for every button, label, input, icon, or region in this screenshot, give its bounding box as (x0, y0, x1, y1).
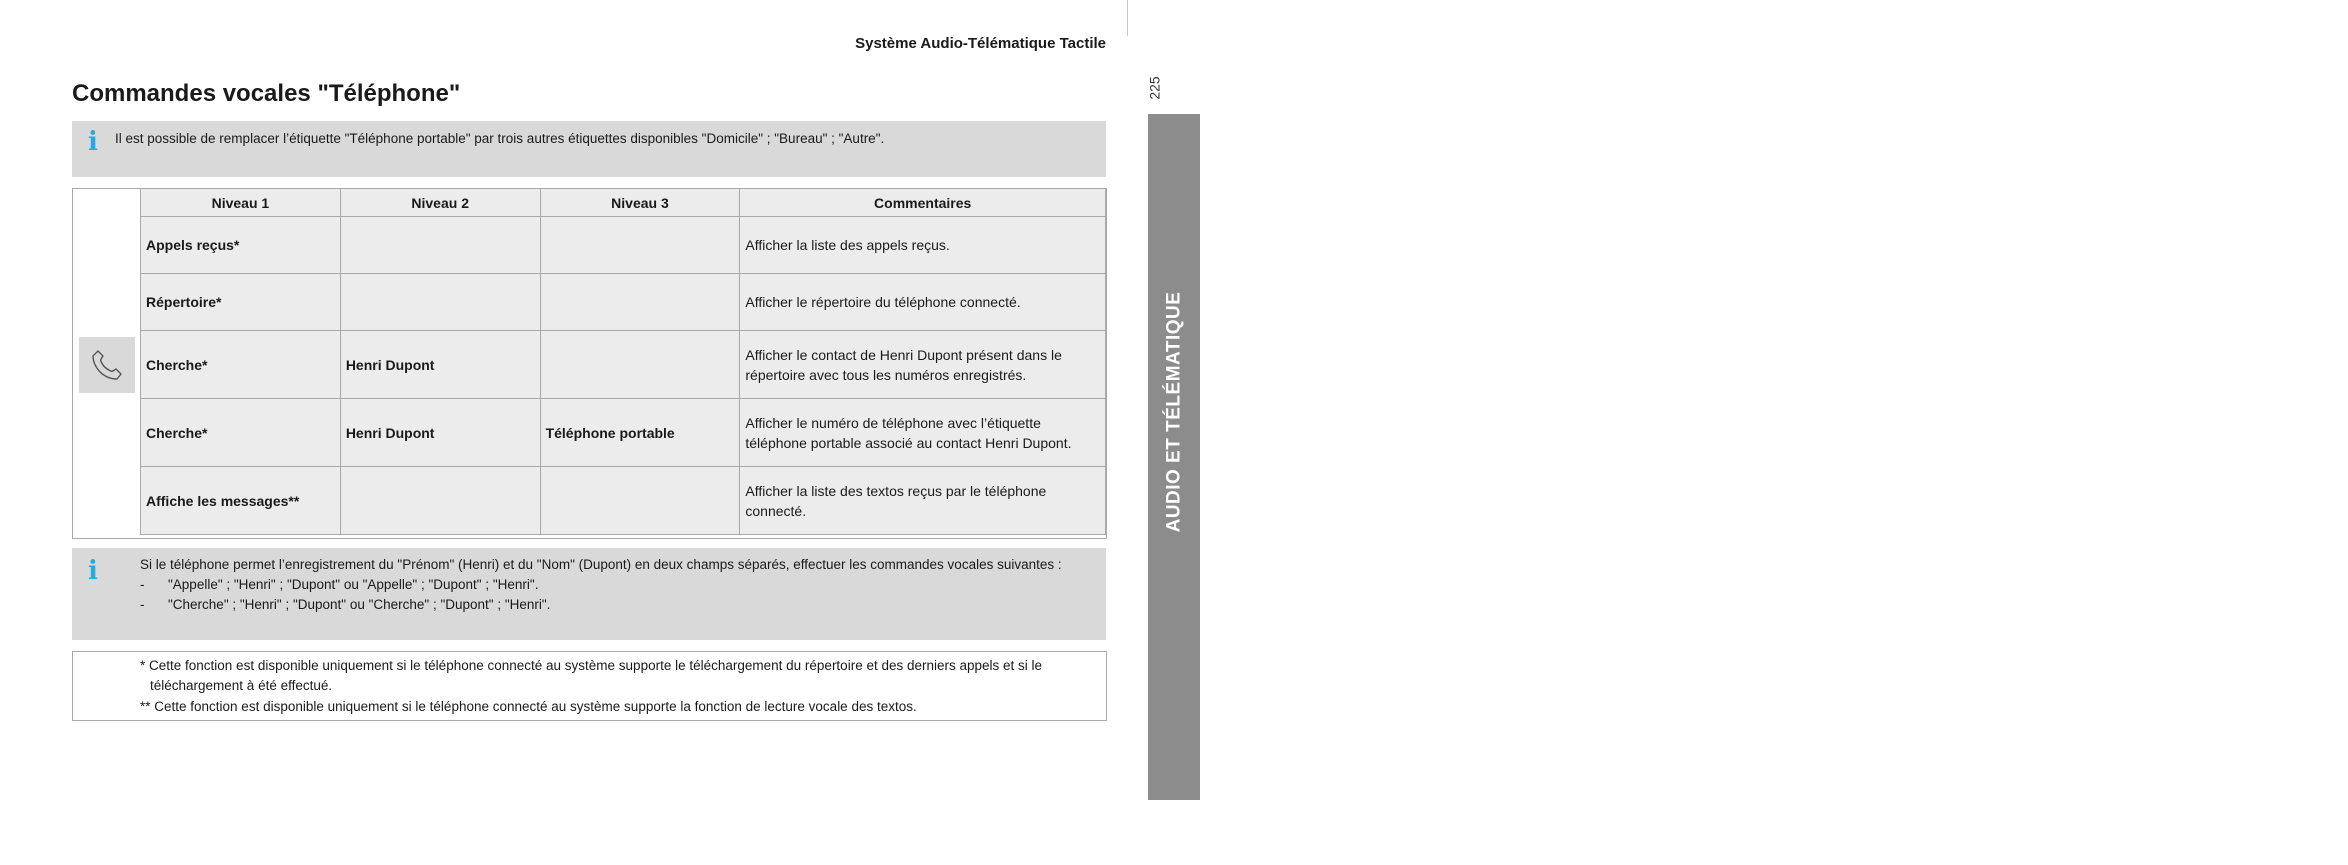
table-cell: Affiche les messages** (141, 467, 341, 535)
chapter-side-tab (1148, 114, 2343, 864)
table-cell: Afficher la liste des appels reçus. (740, 217, 1106, 274)
chapter-title-container (1148, 122, 1200, 702)
table-cell (540, 467, 740, 535)
column-header: Niveau 3 (540, 189, 740, 217)
table-cell (340, 217, 540, 274)
phone-icon-cell (79, 337, 135, 393)
table-row (141, 217, 1106, 274)
info-note-text: Si le téléphone permet l’enregistrement du "Prénom" (Henri) et du "Nom" (Dupont) en deux champs séparés, effectuer les commandes vocales suivantes : (140, 557, 1062, 572)
list-bullet: - (140, 597, 145, 612)
table-cell: Afficher le répertoire du téléphone connecté. (740, 274, 1106, 331)
table-cell: Cherche* (141, 331, 341, 399)
list-item-text: "Cherche" ; "Henri" ; "Dupont" ou "Cherche" ; "Dupont" ; "Henri". (168, 597, 551, 612)
voice-commands-table (140, 188, 1106, 535)
list-item (140, 595, 1090, 615)
list-item (140, 575, 1090, 595)
table-cell (340, 274, 540, 331)
table-cell: Répertoire* (141, 274, 341, 331)
table-row (141, 399, 1106, 467)
table-row (141, 467, 1106, 535)
table-cell: Henri Dupont (340, 399, 540, 467)
table-cell (540, 217, 740, 274)
chapter-number: 10 (2301, 820, 2343, 864)
phone-icon (89, 347, 125, 383)
table-row (141, 331, 1106, 399)
footnote: * Cette fonction est disponible uniquement si le téléphone connecté au système supporte le téléchargement du répertoire et des derniers appels et si le téléchargement à été effectué. (140, 658, 1043, 693)
info-note-content (140, 555, 1090, 615)
voice-commands-table-frame (72, 188, 1107, 539)
column-header: Commentaires (740, 189, 1106, 217)
list-bullet: - (140, 577, 145, 592)
table-cell: Appels reçus* (141, 217, 341, 274)
info-note-text: Il est possible de remplacer l’étiquette "Téléphone portable" par trois autres étiquettes disponibles "Domicile" ; "Bureau" ; "Autre". (115, 131, 885, 146)
column-header: Niveau 2 (340, 189, 540, 217)
page-title: Commandes vocales "Téléphone" (72, 80, 461, 107)
footnote: ** Cette fonction est disponible uniquement si le téléphone connecté au système supporte la fonction de lecture vocale des textos. (140, 699, 917, 714)
page-number-text: 225 (1146, 76, 1163, 100)
table-row (141, 274, 1106, 331)
table-cell (540, 331, 740, 399)
table-cell: Henri Dupont (340, 331, 540, 399)
table-header-row (141, 189, 1106, 217)
running-header: Système Audio-Télématique Tactile (855, 35, 1106, 52)
chapter-title: AUDIO ET TÉLÉMATIQUE (1163, 291, 1184, 533)
info-icon: i (88, 127, 98, 157)
list-item-text: "Appelle" ; "Henri" ; "Dupont" ou "Appelle" ; "Dupont" ; "Henri". (168, 577, 539, 592)
table-cell: Afficher le contact de Henri Dupont présent dans le répertoire avec tous les numéros enregistrés. (740, 331, 1106, 399)
info-note-name-fields (72, 548, 1106, 640)
header-divider (1127, 0, 1128, 36)
info-icon: i (88, 556, 98, 586)
column-header: Niveau 1 (141, 189, 341, 217)
table-cell: Afficher le numéro de téléphone avec l’étiquette téléphone portable associé au contact Henri Dupont. (740, 399, 1106, 467)
table-cell (340, 467, 540, 535)
table-cell (540, 274, 740, 331)
table-cell: Cherche* (141, 399, 341, 467)
info-note-labels (72, 121, 1106, 177)
table-cell: Afficher la liste des textos reçus par le téléphone connecté. (740, 467, 1106, 535)
footnotes-box (72, 651, 1107, 721)
page-number (1140, 70, 1170, 106)
table-cell: Téléphone portable (540, 399, 740, 467)
